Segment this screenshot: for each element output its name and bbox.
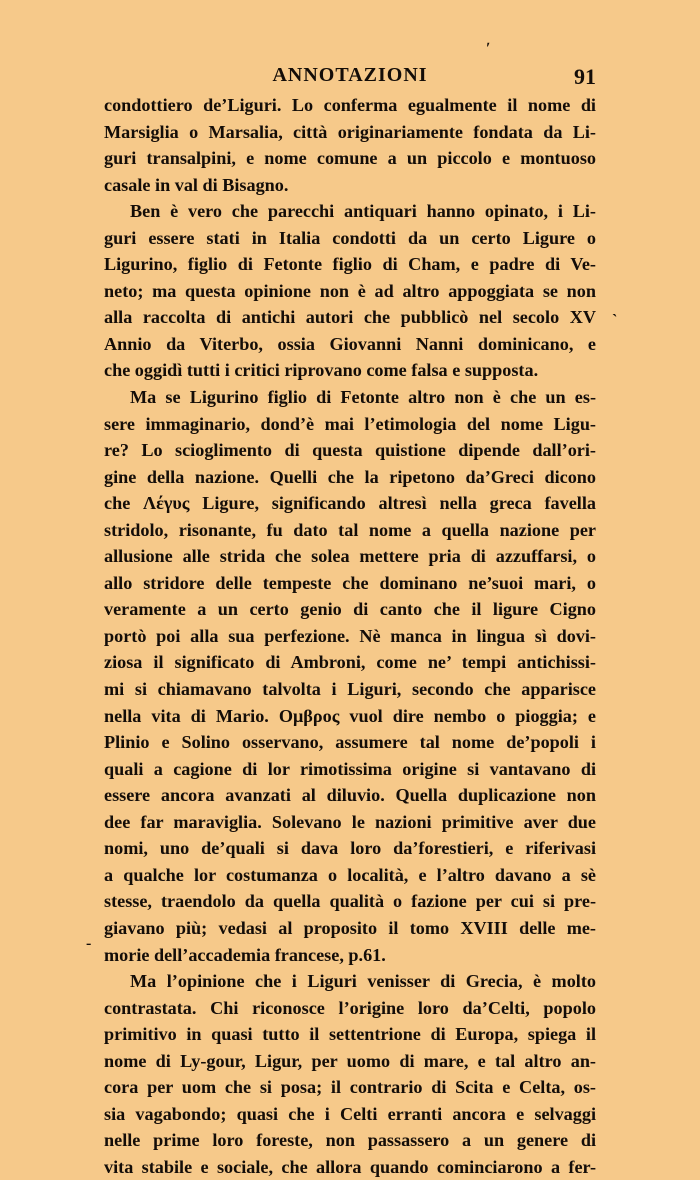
text-line: casale in val di Bisagno. [104,174,289,195]
annotation-text [104,92,596,1180]
text-line: guri essere stati in Italia condotti da un certo Ligure o [104,227,596,248]
text-line: Plinio e Solino osservano, assumere tal nome de’popoli i [104,732,596,753]
text-line: nome di Ly-gour, Ligur, per uomo di mare, e tal altro an- [104,1050,596,1071]
text-line: essere ancora avanzati al diluvio. Quella duplicazione non [104,785,596,806]
right-margin-mark: ˎ [612,300,618,317]
page-number: 91 [574,64,596,89]
page-header [104,64,596,90]
text-line: condottiero de’Liguri. Lo conferma egualmente il nome di [104,95,596,115]
text-line: allusione alle strida che solea mettere pria di azzuffarsi, o [104,546,596,567]
text-line: giavano più; vedasi al proposito il tomo XVIII delle me- [104,917,596,938]
text-line: sia vagabondo; quasi che i Celti erranti ancora e selvaggi [104,1103,596,1124]
text-line: che oggidì tutti i critici riprovano come falsa e supposta. [104,360,539,381]
text-line: veramente a un certo genio di canto che il ligure Cigno [104,599,596,620]
text-line: dee far maraviglia. Solevano le nazioni primitive aver due [104,811,596,832]
text-line: cora per uom che si posa; il contrario di Scita e Celta, os- [104,1077,596,1098]
text-line: a qualche lor costumanza o località, e l’altro davano a sè [104,864,596,885]
text-line: ziosa il significato di Ambroni, come ne’ tempi antichissi- [104,652,596,673]
text-line: nomi, uno de’quali si dava loro da’forestieri, e riferivasi [104,838,596,859]
top-margin-mark: ʹ [486,40,491,57]
text-line: guri transalpini, e nome comune a un piccolo e montuoso [104,148,596,169]
text-line: vita stabile e sociale, che allora quando cominciarono a fer- [104,1156,596,1177]
text-line: re? Lo scioglimento di questa quistione dipende dall’ori- [104,440,596,461]
text-line: alla raccolta di antichi autori che pubblicò nel secolo XV [104,307,596,328]
text-line: Ben è vero che parecchi antiquari hanno opinato, i Li- [130,201,596,222]
text-line: nella vita di Mario. Ομβρος vuol dire nembo o pioggia; e [104,705,596,726]
text-line: nelle prime loro foreste, non passassero a un genere di [104,1130,596,1151]
text-line: portò poi alla sua perfezione. Nè manca in lingua sì dovi- [104,625,596,646]
text-line: stesse, traendolo da quella qualità o fazione per cui si pre- [104,891,596,912]
text-line: sere immaginario, dond’è mai l’etimologia del nome Ligu- [104,413,596,434]
text-line: Annio da Viterbo, ossia Giovanni Nanni dominicano, e [104,333,596,354]
text-line: contrastata. Chi riconosce l’origine loro da’Celti, popolo [104,997,596,1018]
text-line: che Λέγυς Ligure, significando altresì nella greca favella [104,493,596,514]
text-line: Ma l’opinione che i Liguri venisser di Grecia, è molto [130,971,596,992]
text-line: allo stridore delle tempeste che dominano ne’suoi mari, o [104,572,596,593]
running-title: ANNOTAZIONI [272,64,428,86]
text-line: Ligurino, figlio di Fetonte figlio di Cham, e padre di Ve- [104,254,596,275]
left-margin-mark: - [86,935,92,952]
text-line: primitivo in quasi tutto il settentrione di Europa, spiega il [104,1024,596,1045]
text-line: neto; ma questa opinione non è ad altro appoggiata se non [104,280,596,301]
text-line: gine della nazione. Quelli che la ripetono da’Greci dicono [104,466,596,487]
text-line: stridolo, risonante, fu dato tal nome a quella nazione per [104,519,596,540]
text-line: Marsiglia o Marsalia, città originariamente fondata da Li- [104,121,596,142]
text-line: quali a cagione di lor rimotissima origine si vantavano di [104,758,596,779]
text-line: morie dell’accademia francese, p.61. [104,944,386,965]
text-line: Ma se Ligurino figlio di Fetonte altro non è che un es- [130,387,596,408]
text-line: mi si chiamavano talvolta i Liguri, secondo che apparisce [104,679,596,700]
